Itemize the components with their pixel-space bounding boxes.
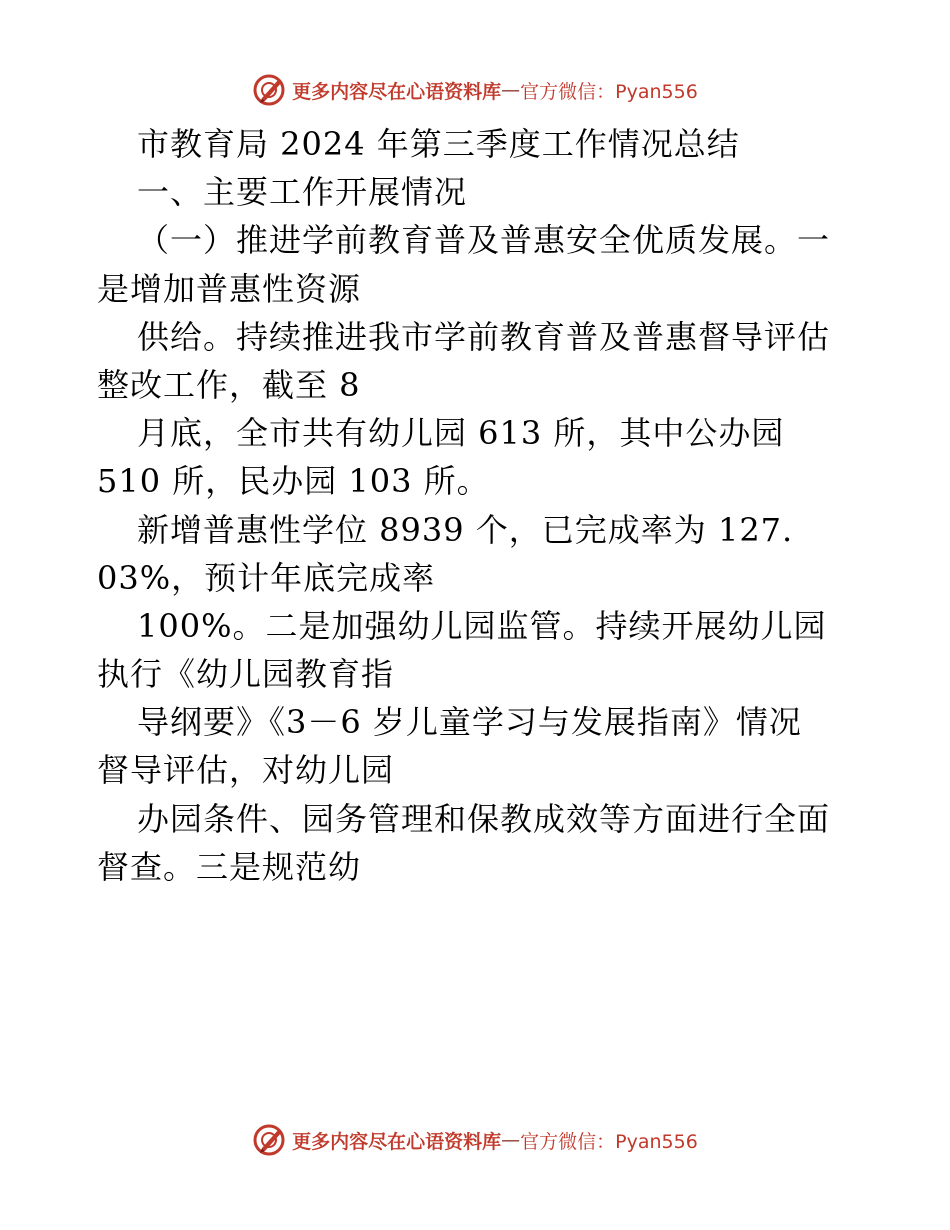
section-heading: 一、主要工作开展情况 — [137, 173, 468, 212]
paragraph-line: 03%，预计年底完成率 — [97, 558, 436, 597]
pen-logo-icon — [252, 73, 286, 107]
paragraph-line: 月底，全市共有幼儿园 613 所，其中公办园 — [137, 414, 785, 453]
watermark-site-text: 更多内容尽在心语资料库 — [292, 1130, 502, 1153]
paragraph-line: 导纲要》《3－6 岁儿童学习与发展指南》情况 — [137, 703, 802, 742]
paragraph-line: 督导评估，对幼儿园 — [97, 751, 395, 790]
watermark-contact-text: 官方微信：Pyan556 — [520, 80, 698, 103]
watermark-footer — [0, 1120, 950, 1160]
paragraph-line: 是增加普惠性资源 — [97, 269, 362, 308]
watermark-separator: — — [501, 1129, 521, 1151]
watermark-header — [0, 70, 950, 110]
paragraph-line: 510 所，民办园 103 所。 — [97, 462, 490, 501]
paragraph-line: 供给。持续推进我市学前教育普及普惠督导评估 — [137, 317, 831, 356]
paragraph-line: 整改工作，截至 8 — [97, 365, 361, 404]
watermark-separator: — — [501, 79, 521, 101]
pen-logo-icon — [252, 1123, 286, 1157]
paragraph-line: 办园条件、园务管理和保教成效等方面进行全面 — [137, 799, 831, 838]
document-title: 市教育局 2024 年第三季度工作情况总结 — [137, 125, 740, 163]
watermark-site-text: 更多内容尽在心语资料库 — [292, 80, 502, 103]
paragraph-line: 新增普惠性学位 8939 个，已完成率为 127. — [137, 510, 794, 549]
paragraph-line: （一）推进学前教育普及普惠安全优质发展。一 — [137, 221, 831, 260]
paragraph-line: 100%。二是加强幼儿园监管。持续开展幼儿园 — [137, 606, 827, 645]
watermark-contact-text: 官方微信：Pyan556 — [520, 1130, 698, 1153]
document-body — [97, 120, 857, 891]
paragraph-line: 督查。三是规范幼 — [97, 847, 362, 886]
paragraph-line: 执行《幼儿园教育指 — [97, 655, 395, 694]
